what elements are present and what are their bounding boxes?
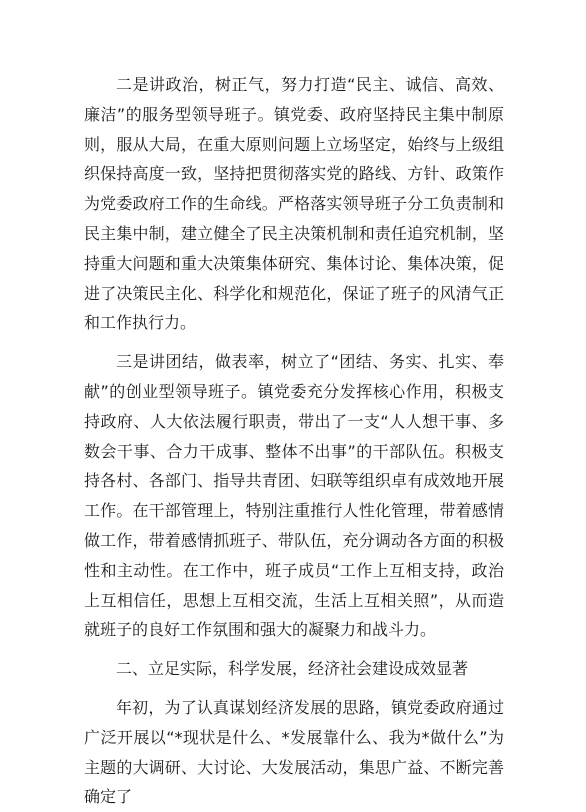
paragraph-economic-research: 年初，为了认真谋划经济发展的思路，镇党委政府通过广泛开展以“*现状是什么、*发展靠什么、我为*做什么”为主题的大调研、大讨论、大发展活动，集思广益、不断完善确定了 <box>84 697 504 807</box>
section-heading-economic-development: 二、立足实际，科学发展，经济社会建设成效显著 <box>116 659 469 679</box>
document-body <box>84 70 504 812</box>
paragraph-political-integrity: 二是讲政治，树正气，努力打造“民主、诚信、高效、廉洁”的服务型领导班子。镇党委、政府坚持民主集中制原则，服从大局，在重大原则问题上立场坚定，始终与上级组织保持高度一致，坚持把贯彻落实党的路线、方针、政策作为党委政府工作的生命线。严格落实领导班子分工负责制和民主集中制，建立健全了民主决策机制和责任追究机制，坚持重大问题和重大决策集体研究、集体讨论、集体决策，促进了决策民主化、科学化和规范化，保证了班子的风清气正和工作执行力。 <box>84 75 504 333</box>
paragraph-unity-example: 三是讲团结，做表率，树立了“团结、务实、扎实、奉献”的创业型领导班子。镇党委充分发挥核心作用，积极支持政府、人大依法履行职责，带出了一支“人人想干事、多数会干事、合力干成事、整体不出事”的干部队伍。积极支持各村、各部门、指导共青团、妇联等组织卓有成效地开展工作。在干部管理上，特别注重推行人性化管理，带着感情做工作，带着感情抓班子、带队伍，充分调动各方面的积极性和主动性。在工作中，班子成员“工作上互相支持，政治上互相信任，思想上互相交流，生活上互相关照”，从而造就班子的良好工作氛围和强大的凝聚力和战斗力。 <box>84 352 504 640</box>
